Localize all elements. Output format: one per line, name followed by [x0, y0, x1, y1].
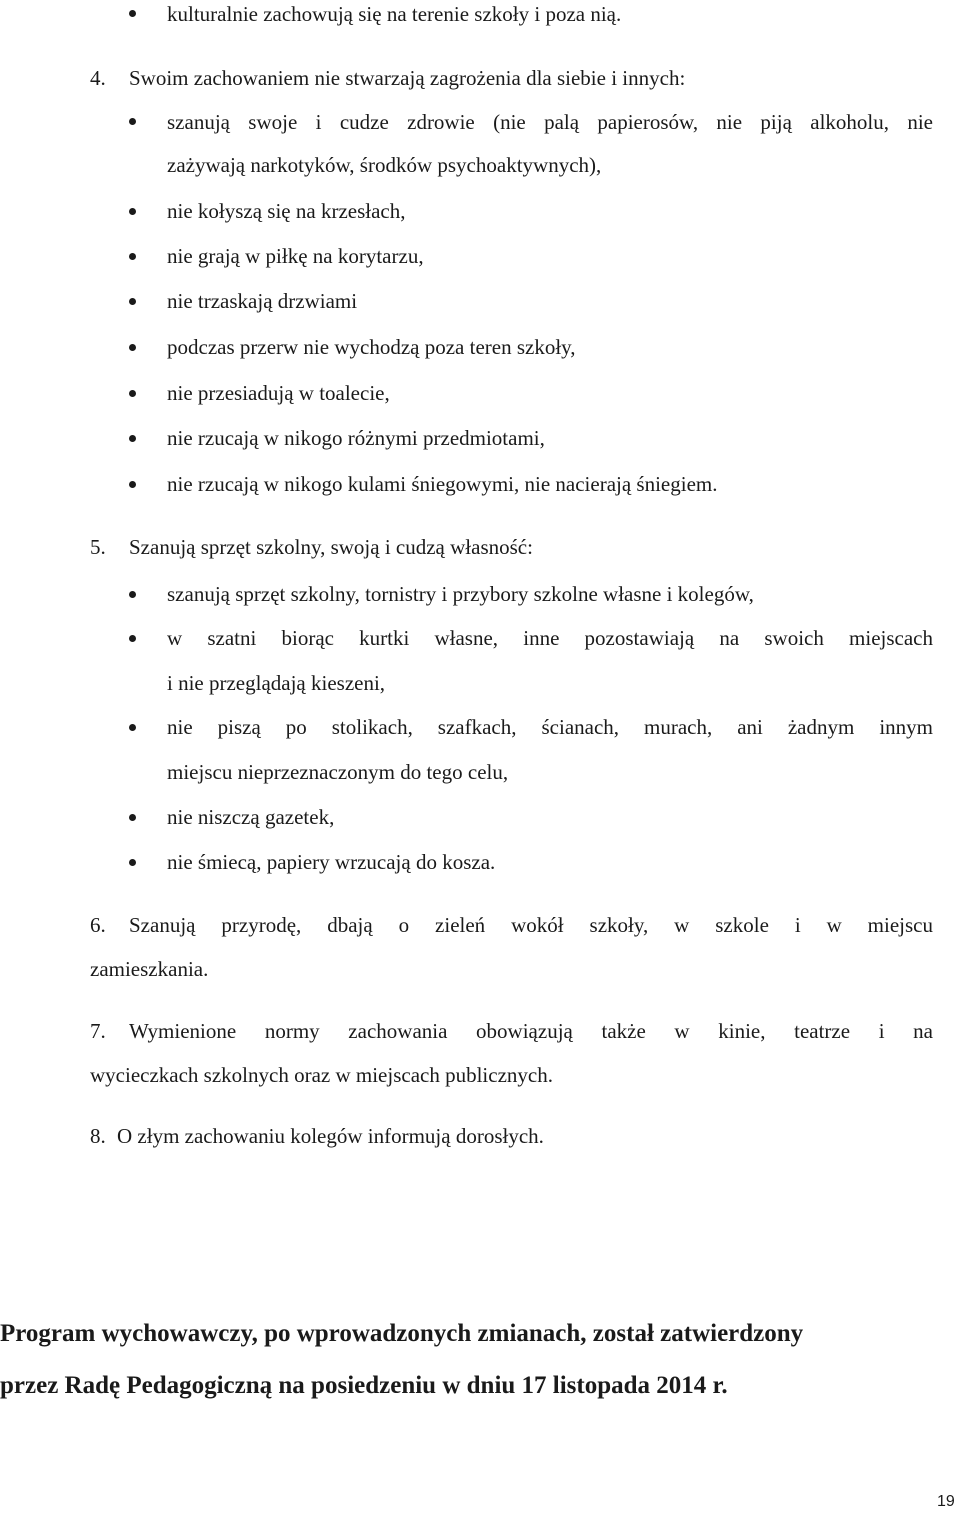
bullet-icon [129, 435, 136, 442]
list-item: nie trzaskają drzwiami [167, 289, 358, 313]
page-number: 19 [937, 1493, 955, 1510]
section-text-continuation: zamieszkania. [90, 957, 209, 981]
list-item: nie kołyszą się na krzesłach, [167, 199, 406, 223]
section-number: 8. [90, 1124, 106, 1148]
list-item: nie rzucają w nikogo różnymi przedmiotami, [167, 426, 545, 450]
list-item: w szatni biorąc kurtki własne, inne pozostawiają na swoich miejscach [167, 626, 933, 650]
bullet-icon [129, 10, 136, 17]
section-text: Szanują przyrodę, dbają o zieleń wokół szkoły, w szkole i w miejscu [129, 913, 933, 937]
list-item-continuation: miejscu nieprzeznaczonym do tego celu, [167, 760, 509, 784]
bullet-icon [129, 208, 136, 215]
list-item: nie przesiadują w toalecie, [167, 381, 390, 405]
bullet-icon [129, 814, 136, 821]
bullet-icon [129, 253, 136, 260]
list-item: nie śmiecą, papiery wrzucają do kosza. [167, 850, 496, 874]
section-number: 4. [90, 66, 106, 90]
bullet-icon [129, 859, 136, 866]
list-item: szanują sprzęt szkolny, tornistry i przybory szkolne własne i kolegów, [167, 582, 754, 606]
list-item: kulturalnie zachowują się na terenie szkoły i poza nią. [167, 2, 622, 26]
list-item: nie grają w piłkę na korytarzu, [167, 244, 424, 268]
bullet-icon [129, 481, 136, 488]
section-number: 5. [90, 535, 106, 559]
bullet-icon [129, 298, 136, 305]
list-item: podczas przerw nie wychodzą poza teren szkoły, [167, 335, 576, 359]
bullet-icon [129, 344, 136, 351]
bullet-icon [129, 390, 136, 397]
list-item-continuation: zażywają narkotyków, środków psychoaktywnych), [167, 153, 602, 177]
section-text-continuation: wycieczkach szkolnych oraz w miejscach publicznych. [90, 1063, 553, 1087]
section-number: 6. [90, 913, 106, 937]
bullet-icon [129, 635, 136, 642]
list-item: nie niszczą gazetek, [167, 805, 335, 829]
bullet-icon [129, 118, 136, 125]
list-item: nie piszą po stolikach, szafkach, ścianach, murach, ani żadnym innym [167, 715, 933, 739]
section-text: Wymienione normy zachowania obowiązują także w kinie, teatrze i na [129, 1019, 933, 1043]
approval-statement: Program wychowawczy, po wprowadzonych zmianach, został zatwierdzony [0, 1320, 804, 1347]
bullet-icon [129, 724, 136, 731]
list-item: szanują swoje i cudze zdrowie (nie palą papierosów, nie piją alkoholu, nie [167, 110, 933, 134]
section-text: O złym zachowaniu kolegów informują dorosłych. [117, 1124, 544, 1148]
list-item: nie rzucają w nikogo kulami śniegowymi, nie nacierają śniegiem. [167, 472, 718, 496]
bullet-icon [129, 591, 136, 598]
approval-statement: przez Radę Pedagogiczną na posiedzeniu w dniu 17 listopada 2014 r. [0, 1372, 728, 1399]
list-item-continuation: i nie przeglądają kieszeni, [167, 671, 386, 695]
section-number: 7. [90, 1019, 106, 1043]
section-heading: Szanują sprzęt szkolny, swoją i cudzą własność: [129, 535, 533, 559]
section-heading: Swoim zachowaniem nie stwarzają zagrożenia dla siebie i innych: [129, 66, 686, 90]
